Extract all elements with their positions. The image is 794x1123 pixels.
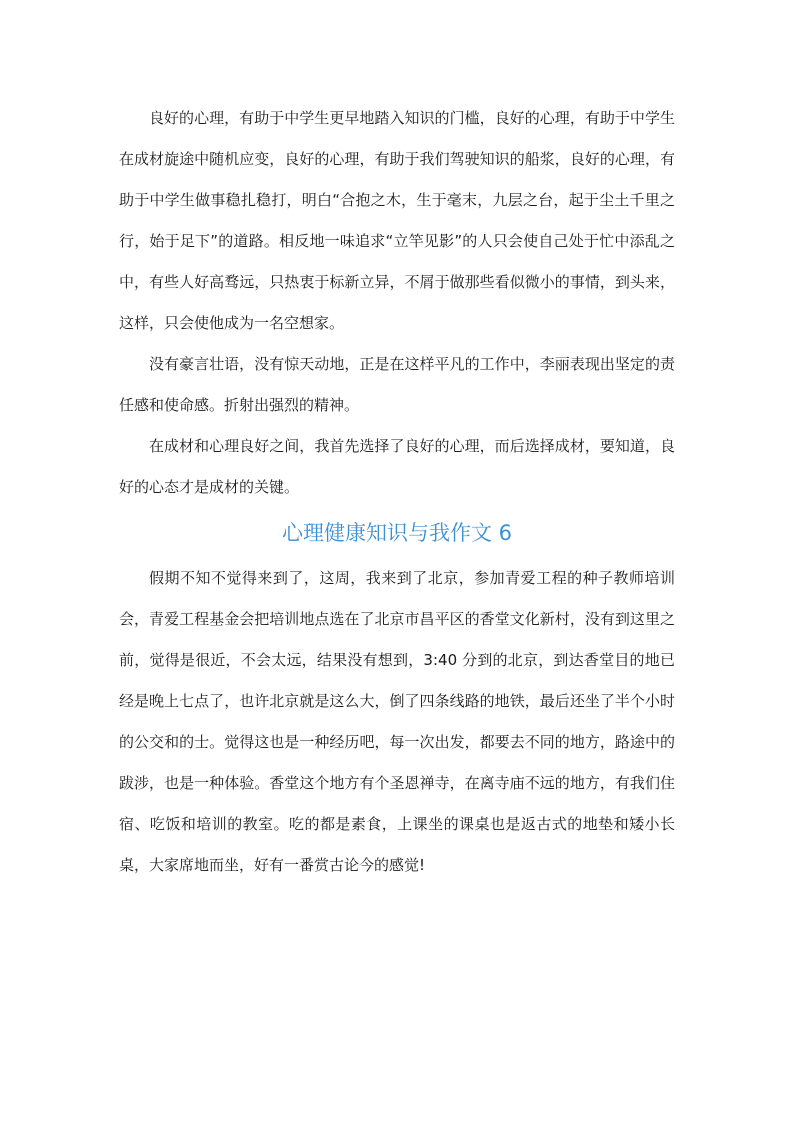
paragraph-mentality-benefits: 良好的心理，有助于中学生更早地踏入知识的门槛，良好的心理，有助于中学生在成材旋途中随机应变，良好的心理，有助于我们驾驶知识的船浆，良好的心理，有助于中学生做事稳扎稳打，明白“合抱之木，生于毫末，九层之台，起于尘土千里之行，始于足下”的道路。相反地一味追求“立竿见影”的人只会使自己处于忙中添乱之中，有些人好高骛远，只热衷于标新立异，不屑于做那些看似微小的事情，到头来，这样，只会使他成为一名空想家。 [119,109,675,332]
section-title: 心理健康知识与我作文 6 [281,521,513,545]
paragraph-choice: 在成材和心理良好之间，我首先选择了良好的心理，而后选择成材，要知道，良好的心态才是成材的关键。 [119,437,675,496]
document-body [119,98,675,886]
paragraph-li-li: 没有豪言壮语，没有惊天动地，正是在这样平凡的工作中，李丽表现出坚定的责任感和使命感。折射出强烈的精神。 [119,355,675,414]
paragraph-beijing-trip: 假期不知不觉得来到了，这周，我来到了北京，参加青爱工程的种子教师培训会，青爱工程基金会把培训地点选在了北京市昌平区的香堂文化新村，没有到这里之前，觉得是很近，不会太远，结果没有想到，3:40 分到的北京，到达香堂目的地已经是晚上七点了，也许北京就是这么大，倒了四条线路的地铁，最后还坐了半个小时的公交和的士。觉得这也是一种经历吧，每一次出发，都要去不同的地方，路途中的跋涉，也是一种体验。香堂这个地方有个圣恩禅寺，在离寺庙不远的地方，有我们住宿、吃饭和培训的教室。吃的都是素食，上课坐的课桌也是返古式的地垫和矮小长桌，大家席地而坐，好有一番赏古论今的感觉! [119,569,675,874]
